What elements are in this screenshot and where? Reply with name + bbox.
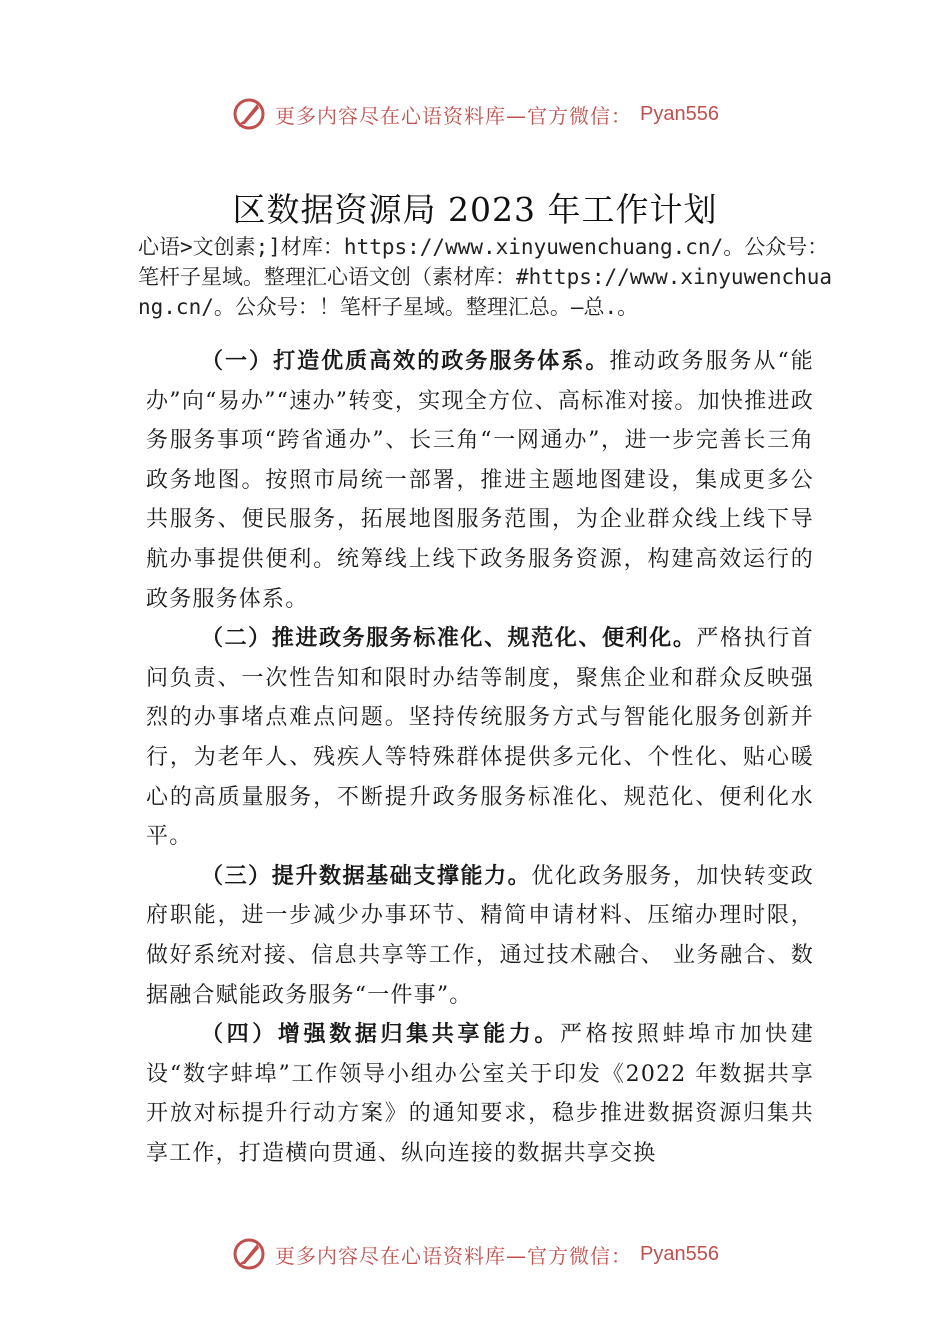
paragraph-2 (146, 619, 814, 857)
paragraph-1 (146, 342, 814, 619)
footer-watermark-banner (0, 1236, 950, 1272)
paragraph-heading: （三）提升数据基础支撑能力。 (201, 862, 532, 889)
paragraph-heading: （一）打造优质高效的政务服务体系。 (201, 348, 610, 374)
paragraph-3 (146, 857, 814, 1015)
header-watermark-banner (0, 96, 950, 132)
paragraph-text: 严格按照蚌埠市加快建设“数字蚌埠”工作领导小组办公室关于印发《2022 年数据共享开放对标提升行动方案》的通知要求，稳步推进数据资源归集共享工作，打造横向贯通、纵向连接的数据共享交换 (146, 1022, 814, 1166)
paragraph-text: 优化政务服务，加快转变政府职能，进一步减少办事环节、精简申请材料、压缩办理时限，做好系统对接、信息共享等工作，通过技术融合、 业务融合、数据融合赋能政务服务“一件事”。 (146, 863, 814, 1008)
banner-text: 更多内容尽在心语资料库—官方微信： (275, 103, 633, 128)
paragraph-heading: （四）增强数据归集共享能力。 (201, 1021, 560, 1048)
paragraph-text: 推动政务服务从“能办”向“易办”“速办”转变，实现全方位、高标准对接。加快推进政务服务事项“跨省通办”、长三角“一网通办”，进一步完善长三角政务地图。按照市局统一部署，推进主题地图建设，集成更多公共服务、便民服务，拓展地图服务范围，为企业群众线上线下导航办事提供便利。统筹线上线下政务服务资源，构建高效运行的政务服务体系。 (146, 349, 814, 612)
quill-pen-logo-icon (231, 96, 267, 132)
banner-wechat-id: Pyan556 (640, 1242, 719, 1265)
quill-pen-logo-icon (231, 1236, 267, 1272)
banner-wechat-id: Pyan556 (640, 102, 719, 125)
paragraph-4 (146, 1015, 814, 1173)
paragraph-text: 严格执行首问负责、一次性告知和限时办结等制度，聚焦企业和群众反映强烈的办事堵点难点问题。坚持传统服务方式与智能化服务创新并行，为老年人、残疾人等特殊群体提供多元化、个性化、贴心暖心的高质量服务，不断提升政务服务标准化、规范化、便利化水平。 (146, 626, 814, 850)
paragraph-heading: （二）推进政务服务标准化、规范化、便利化。 (201, 625, 697, 652)
watermark-noise-text: 心语>文创素;]材库：https://www.xinyuwenchuang.cn/。公众号：笔杆子星域。整理汇心语文创（素材库：#https://www.xinyuwenchuang.cn/。公众号：！笔杆子星域。整理汇总。—总.。 (138, 235, 833, 319)
document-title: 区数据资源局 2023 年工作计划 (232, 190, 718, 229)
document-body (146, 342, 814, 1173)
banner-text: 更多内容尽在心语资料库—官方微信： (275, 1243, 633, 1268)
